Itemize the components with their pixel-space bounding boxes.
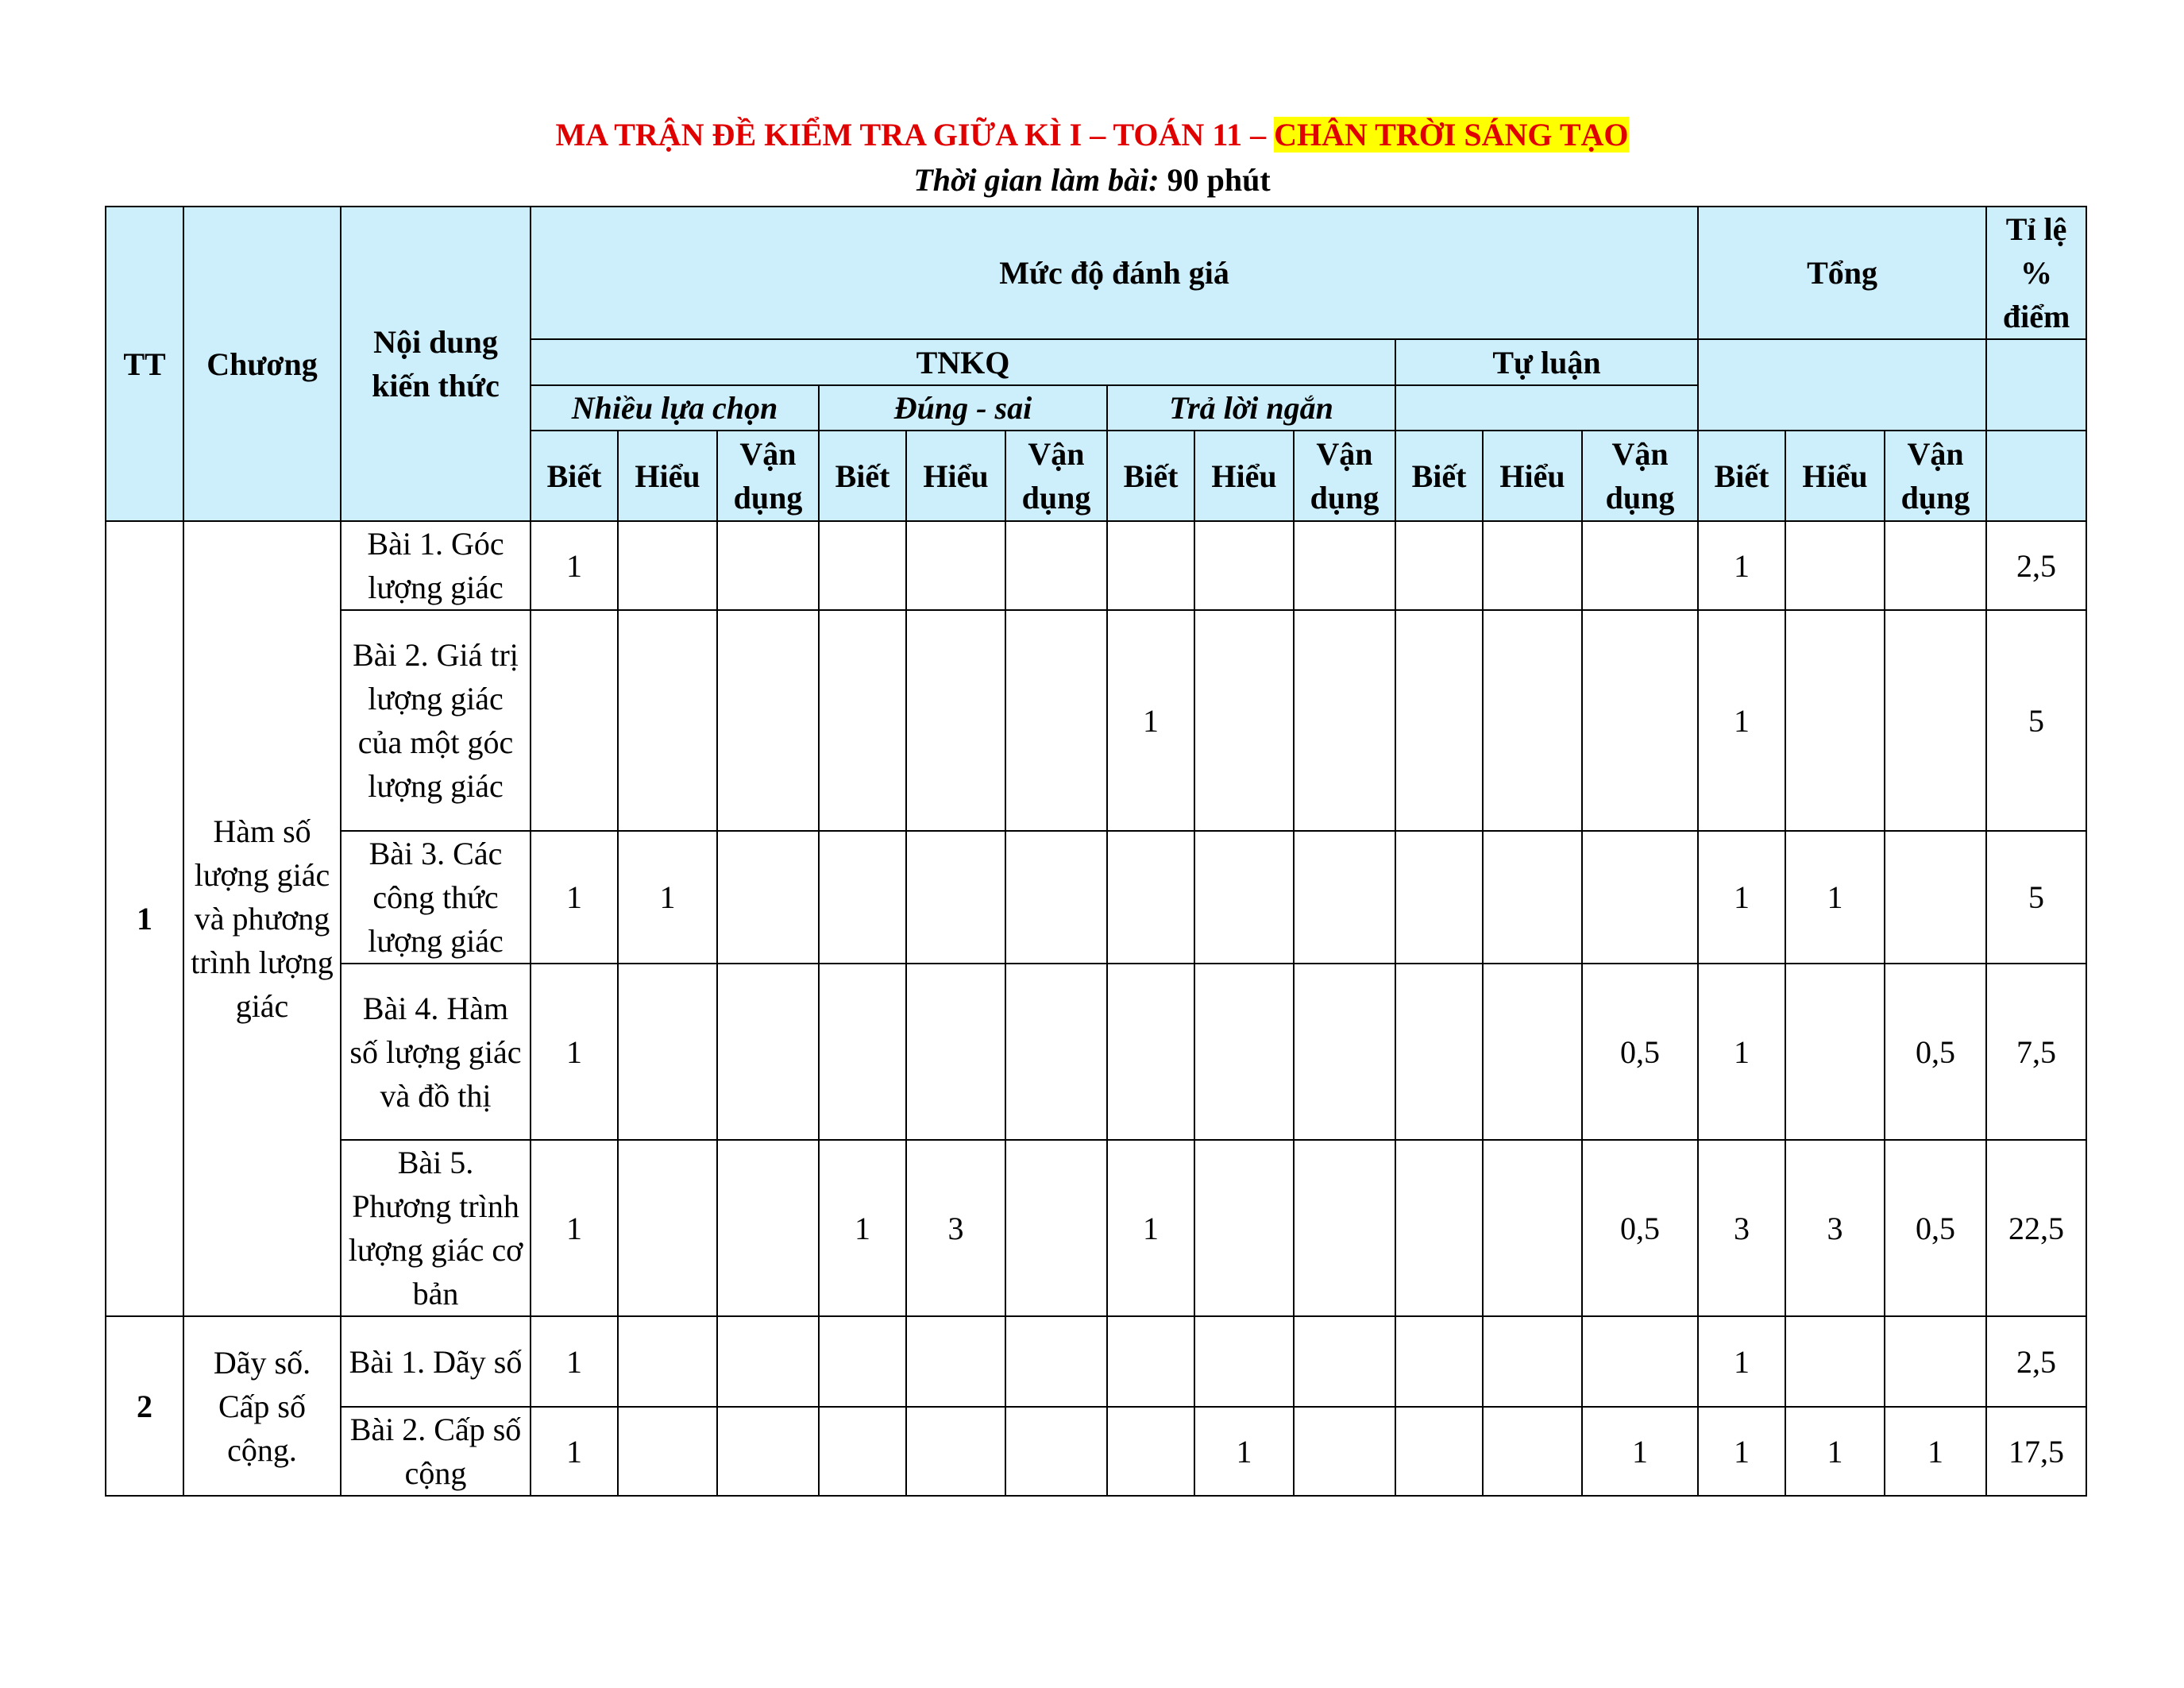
count-cell — [1483, 521, 1582, 610]
count-cell — [1005, 1407, 1107, 1496]
count-cell: 1 — [819, 1140, 906, 1316]
level-header-biet: Biết — [819, 431, 906, 521]
count-cell — [1395, 521, 1483, 610]
level-header-hieu: Hiểu — [1194, 431, 1294, 521]
count-cell — [1395, 1316, 1483, 1407]
count-cell — [1194, 1140, 1294, 1316]
count-cell — [1194, 610, 1294, 831]
header-tt: TT — [106, 207, 183, 521]
count-cell — [906, 610, 1005, 831]
count-cell — [1483, 1407, 1582, 1496]
count-cell — [717, 1407, 819, 1496]
count-cell: 1 — [1107, 610, 1194, 831]
level-header-blank — [1986, 431, 2086, 521]
count-cell — [1005, 964, 1107, 1140]
count-cell — [1194, 831, 1294, 964]
count-cell — [1785, 964, 1885, 1140]
count-cell — [1395, 964, 1483, 1140]
level-header-van-dung: Vận dụng — [1294, 431, 1395, 521]
count-cell: 1 — [1698, 964, 1785, 1140]
table-row — [106, 521, 2086, 610]
table-row — [106, 1140, 2086, 1316]
count-cell — [1005, 610, 1107, 831]
count-cell — [1294, 831, 1395, 964]
count-cell: 1 — [1698, 610, 1785, 831]
chapter-name: Dãy số. Cấp số cộng. — [183, 1316, 341, 1496]
count-cell — [1395, 610, 1483, 831]
table-row — [106, 1407, 2086, 1496]
count-cell — [1294, 964, 1395, 1140]
topic-cell: Bài 3. Các công thức lượng giác — [341, 831, 531, 964]
header-ti-le: Tỉ lệ % điểm — [1986, 207, 2086, 339]
header-muc-do: Mức độ đánh giá — [531, 207, 1698, 339]
count-cell — [1785, 610, 1885, 831]
header-tnkq: TNKQ — [531, 339, 1395, 385]
count-cell: 1 — [1107, 1140, 1194, 1316]
title-main: MA TRẬN ĐỀ KIỂM TRA GIỮA KÌ I – TOÁN 11 – — [555, 117, 1275, 153]
count-cell — [1483, 610, 1582, 831]
count-cell — [1005, 1140, 1107, 1316]
count-cell — [618, 1140, 717, 1316]
count-cell — [1005, 1316, 1107, 1407]
header-tong-blank — [1698, 339, 1986, 431]
count-cell — [1294, 1140, 1395, 1316]
count-cell: 1 — [1698, 1407, 1785, 1496]
count-cell: 0,5 — [1885, 964, 1986, 1140]
chapter-number: 2 — [106, 1316, 183, 1496]
count-cell — [1005, 831, 1107, 964]
count-cell — [531, 610, 618, 831]
level-header-biet: Biết — [1395, 431, 1483, 521]
count-cell — [906, 964, 1005, 1140]
count-cell — [717, 964, 819, 1140]
assessment-matrix-table — [105, 206, 2087, 1497]
count-cell: 1 — [531, 964, 618, 1140]
document-title — [0, 114, 2184, 156]
count-cell — [618, 964, 717, 1140]
percent-cell: 7,5 — [1986, 964, 2086, 1140]
count-cell: 1 — [1194, 1407, 1294, 1496]
header-tu-luan-blank — [1395, 385, 1698, 431]
count-cell — [1483, 1140, 1582, 1316]
topic-cell: Bài 2. Giá trị lượng giác của một góc lượng giác — [341, 610, 531, 831]
count-cell — [906, 1316, 1005, 1407]
count-cell — [1294, 521, 1395, 610]
topic-cell: Bài 1. Góc lượng giác — [341, 521, 531, 610]
time-value: 90 phút — [1159, 162, 1271, 198]
header-chuong: Chương — [183, 207, 341, 521]
topic-cell: Bài 5. Phương trình lượng giác cơ bản — [341, 1140, 531, 1316]
count-cell — [618, 521, 717, 610]
count-cell: 3 — [906, 1140, 1005, 1316]
percent-cell: 22,5 — [1986, 1140, 2086, 1316]
topic-cell: Bài 4. Hàm số lượng giác và đồ thị — [341, 964, 531, 1140]
level-header-van-dung: Vận dụng — [1005, 431, 1107, 521]
count-cell — [819, 1407, 906, 1496]
chapter-name: Hàm số lượng giác và phương trình lượng giác — [183, 521, 341, 1316]
count-cell — [906, 1407, 1005, 1496]
percent-cell: 5 — [1986, 831, 2086, 964]
count-cell — [819, 831, 906, 964]
count-cell — [1107, 521, 1194, 610]
count-cell: 1 — [531, 1316, 618, 1407]
count-cell: 1 — [531, 831, 618, 964]
count-cell — [1294, 1407, 1395, 1496]
count-cell — [1785, 1316, 1885, 1407]
count-cell — [819, 521, 906, 610]
count-cell: 1 — [1582, 1407, 1698, 1496]
count-cell — [1483, 1316, 1582, 1407]
count-cell — [1582, 610, 1698, 831]
count-cell: 1 — [1785, 831, 1885, 964]
level-header-biet: Biết — [1107, 431, 1194, 521]
count-cell — [819, 964, 906, 1140]
count-cell: 1 — [618, 831, 717, 964]
count-cell — [1785, 521, 1885, 610]
table-row — [106, 1316, 2086, 1407]
count-cell — [819, 1316, 906, 1407]
percent-cell: 2,5 — [1986, 521, 2086, 610]
percent-cell: 2,5 — [1986, 1316, 2086, 1407]
count-cell: 0,5 — [1885, 1140, 1986, 1316]
count-cell — [1582, 521, 1698, 610]
count-cell — [1005, 521, 1107, 610]
count-cell: 3 — [1785, 1140, 1885, 1316]
count-cell — [1582, 831, 1698, 964]
count-cell — [1107, 1316, 1194, 1407]
count-cell — [906, 831, 1005, 964]
count-cell — [1194, 964, 1294, 1140]
count-cell — [1194, 1316, 1294, 1407]
count-cell — [1885, 831, 1986, 964]
count-cell — [1107, 1407, 1194, 1496]
count-cell — [906, 521, 1005, 610]
count-cell: 1 — [1885, 1407, 1986, 1496]
header-tu-luan: Tự luận — [1395, 339, 1698, 385]
topic-cell: Bài 2. Cấp số cộng — [341, 1407, 531, 1496]
count-cell: 1 — [1698, 1316, 1785, 1407]
count-cell — [1107, 964, 1194, 1140]
count-cell — [1395, 831, 1483, 964]
level-header-biet: Biết — [531, 431, 618, 521]
count-cell — [1885, 521, 1986, 610]
percent-cell: 17,5 — [1986, 1407, 2086, 1496]
percent-cell: 5 — [1986, 610, 2086, 831]
table-row — [106, 610, 2086, 831]
count-cell — [618, 1316, 717, 1407]
level-header-van-dung: Vận dụng — [717, 431, 819, 521]
chapter-number: 1 — [106, 521, 183, 1316]
count-cell: 1 — [531, 521, 618, 610]
level-header-biet: Biết — [1698, 431, 1785, 521]
header-noi-dung: Nội dung kiến thức — [341, 207, 531, 521]
count-cell — [1483, 964, 1582, 1140]
table-row — [106, 831, 2086, 964]
count-cell — [1194, 521, 1294, 610]
count-cell — [1294, 610, 1395, 831]
count-cell — [717, 1140, 819, 1316]
level-header-van-dung: Vận dụng — [1885, 431, 1986, 521]
time-label: Thời gian làm bài: — [913, 162, 1160, 198]
count-cell: 1 — [531, 1140, 618, 1316]
header-nhieu-lua-chon: Nhiều lựa chọn — [531, 385, 819, 431]
count-cell — [1483, 831, 1582, 964]
count-cell: 1 — [1785, 1407, 1885, 1496]
level-header-hieu: Hiểu — [906, 431, 1005, 521]
level-header-hieu: Hiểu — [1785, 431, 1885, 521]
header-dung-sai: Đúng - sai — [819, 385, 1107, 431]
count-cell — [1395, 1407, 1483, 1496]
count-cell — [618, 610, 717, 831]
count-cell — [819, 610, 906, 831]
count-cell — [1885, 1316, 1986, 1407]
count-cell — [1395, 1140, 1483, 1316]
header-tra-loi-ngan: Trả lời ngắn — [1107, 385, 1395, 431]
level-header-hieu: Hiểu — [618, 431, 717, 521]
count-cell — [1294, 1316, 1395, 1407]
header-ti-le-blank — [1986, 339, 2086, 431]
count-cell: 1 — [1698, 831, 1785, 964]
table-row — [106, 964, 2086, 1140]
count-cell — [1885, 610, 1986, 831]
level-header-hieu: Hiểu — [1483, 431, 1582, 521]
count-cell — [717, 1316, 819, 1407]
count-cell: 3 — [1698, 1140, 1785, 1316]
count-cell: 0,5 — [1582, 1140, 1698, 1316]
count-cell — [1582, 1316, 1698, 1407]
level-header-van-dung: Vận dụng — [1582, 431, 1698, 521]
count-cell: 0,5 — [1582, 964, 1698, 1140]
count-cell: 1 — [1698, 521, 1785, 610]
topic-cell: Bài 1. Dãy số — [341, 1316, 531, 1407]
count-cell — [717, 521, 819, 610]
header-tong: Tổng — [1698, 207, 1986, 339]
count-cell — [1107, 831, 1194, 964]
count-cell: 1 — [531, 1407, 618, 1496]
title-highlight: CHÂN TRỜI SÁNG TẠO — [1274, 117, 1629, 153]
count-cell — [717, 831, 819, 964]
count-cell — [717, 610, 819, 831]
exam-duration — [0, 159, 2184, 202]
count-cell — [618, 1407, 717, 1496]
